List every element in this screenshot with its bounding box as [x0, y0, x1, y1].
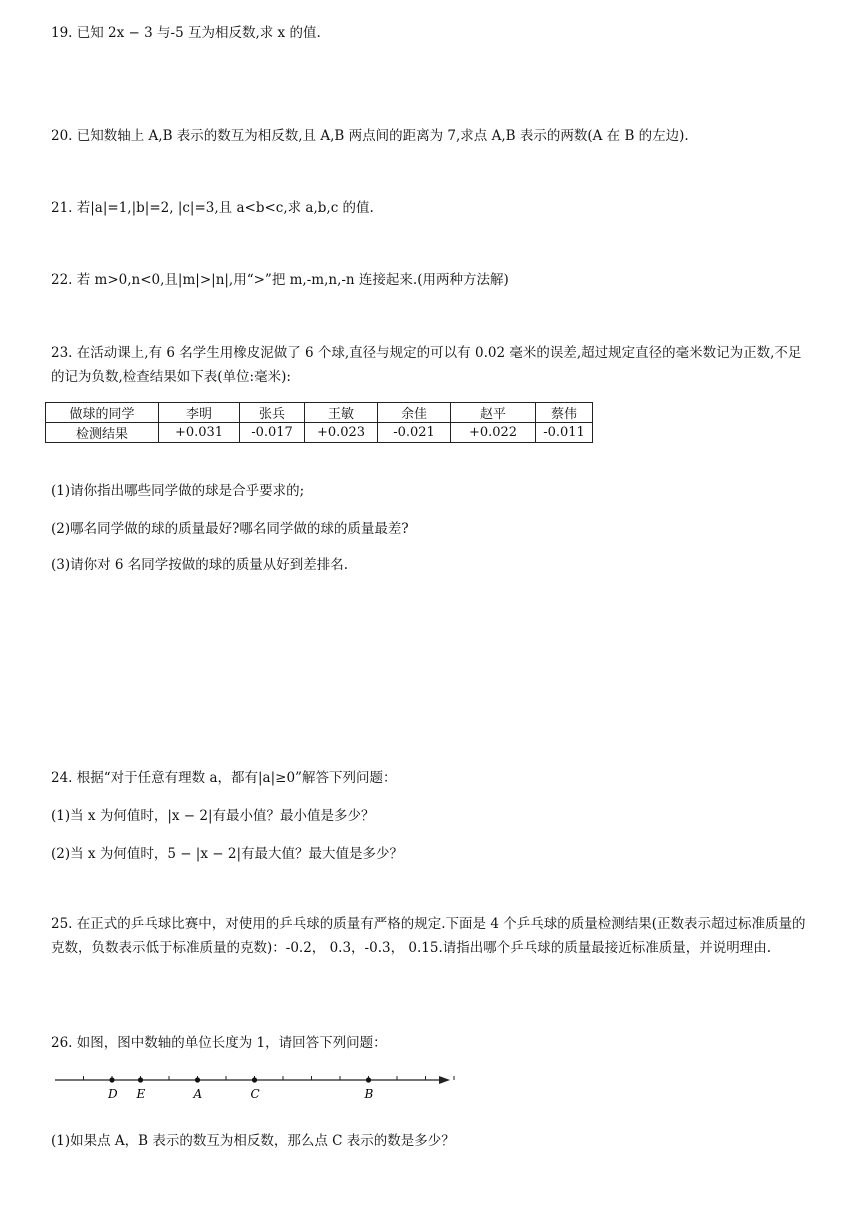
- question-23-part-3: (3)请你对 6 名同学按做的球的质量从好到差排名.: [51, 557, 349, 573]
- table-row: [46, 423, 593, 443]
- number-line-label-b: B: [364, 1087, 374, 1101]
- table-cell: -0.021: [378, 423, 451, 443]
- number-line-point-a: [195, 1077, 200, 1082]
- question-22: 22. 若 m>0,n<0,且|m|>|n|,用“>”把 m,-m,n,-n 连接起来.(用两种方法解): [51, 272, 509, 288]
- arrow-head-icon: [439, 1076, 450, 1084]
- question-23: 23. 在活动课上,有 6 名学生用橡皮泥做了 6 个球,直径与规定的可以有 0.02 毫米的误差,超过规定直径的毫米数记为正数,不足的记为负数,检查结果如下表(单位:毫米):: [51, 345, 802, 385]
- question-19: 19. 已知 2x − 3 与-5 互为相反数,求 x 的值.: [51, 25, 321, 41]
- table-cell: -0.017: [240, 423, 305, 443]
- table-cell: 余佳: [378, 403, 451, 423]
- number-line-figure: [55, 1068, 455, 1104]
- question-20: 20. 已知数轴上 A,B 表示的数互为相反数,且 A,B 两点间的距离为 7,求点 A,B 表示的两数(A 在 B 的左边).: [51, 128, 689, 144]
- table-cell: +0.031: [159, 423, 240, 443]
- question-24-part-2: (2)当 x 为何值时，5 − |x − 2|有最大值？最大值是多少？: [51, 846, 403, 862]
- number-line-point-c: [252, 1077, 257, 1082]
- question-24: 24. 根据“对于任意有理数 a，都有|a|≥0”解答下列问题：: [51, 770, 397, 786]
- number-line-point-b: [366, 1077, 371, 1082]
- question-23-part-1: (1)请你指出哪些同学做的球是合乎要求的;: [51, 483, 305, 499]
- table-cell: 赵平: [451, 403, 536, 423]
- table-cell: 做球的同学: [46, 403, 159, 423]
- question-26: 26. 如图，图中数轴的单位长度为 1，请回答下列问题：: [51, 1035, 387, 1051]
- question-23-part-2: (2)哪名同学做的球的质量最好?哪名同学做的球的质量最差?: [51, 521, 409, 537]
- table-cell: 蔡伟: [536, 403, 593, 423]
- question-24-part-1: (1)当 x 为何值时，|x − 2|有最小值？最小值是多少？: [51, 808, 375, 824]
- number-line-label-d: D: [108, 1087, 118, 1101]
- question-26-part-1: (1)如果点 A，B 表示的数互为相反数，那么点 C 表示的数是多少？: [51, 1133, 455, 1149]
- table-cell: 检测结果: [46, 423, 159, 443]
- results-table: [45, 402, 593, 443]
- question-21: 21. 若|a|=1,|b|=2, |c|=3,且 a<b<c,求 a,b,c 的值.: [51, 200, 374, 216]
- question-25: 25. 在正式的乒乓球比赛中，对使用的乒乓球的质量有严格的规定.下面是 4 个乒乓球的质量检测结果(正数表示超过标准质量的克数，负数表示低于标准质量的克数)：-0.2， 0.3，-0.3， 0.15.请指出哪个乒乓球的质量最接近标准质量，并说明理由.: [51, 916, 806, 956]
- table-cell: 王敏: [305, 403, 378, 423]
- number-line-label-c: C: [250, 1087, 260, 1101]
- number-line-label-a: A: [193, 1087, 203, 1101]
- table-cell: 张兵: [240, 403, 305, 423]
- number-line-point-d: [109, 1077, 114, 1082]
- table-row: [46, 403, 593, 423]
- number-line-point-e: [138, 1077, 143, 1082]
- table-cell: 李明: [159, 403, 240, 423]
- table-cell: +0.022: [451, 423, 536, 443]
- number-line-label-e: E: [136, 1087, 146, 1101]
- table-cell: +0.023: [305, 423, 378, 443]
- table-cell: -0.011: [536, 423, 593, 443]
